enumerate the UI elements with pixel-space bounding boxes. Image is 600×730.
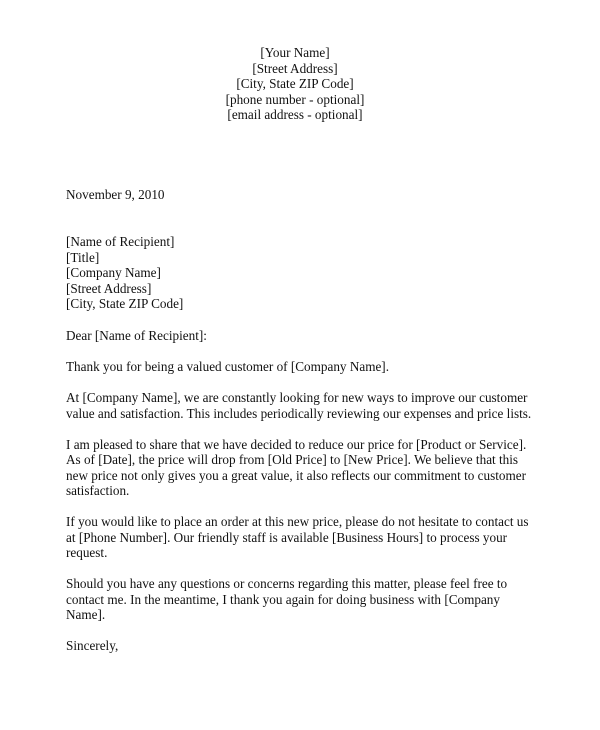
salutation: Dear [Name of Recipient]: bbox=[66, 328, 207, 343]
paragraph-order bbox=[66, 514, 536, 561]
paragraph-line: request. bbox=[66, 545, 108, 560]
paragraph-questions bbox=[66, 576, 536, 623]
sender-email: [email address - optional] bbox=[227, 107, 363, 122]
closing: Sincerely, bbox=[66, 638, 119, 653]
paragraph-price-reduction bbox=[66, 437, 536, 499]
paragraph-line: value and satisfaction. This includes periodically reviewing our expenses and price lists. bbox=[66, 405, 532, 421]
paragraph-line: new price not only gives you a great value, it also reflects our commitment to customer bbox=[66, 467, 526, 483]
paragraph-line: Should you have any questions or concerns regarding this matter, please feel free to bbox=[66, 576, 508, 591]
sender-city: [City, State ZIP Code] bbox=[236, 76, 354, 91]
letter-date: November 9, 2010 bbox=[66, 187, 165, 202]
paragraph-line: If you would like to place an order at this new price, please do not hesitate to contact us bbox=[66, 514, 529, 529]
recipient-name: [Name of Recipient] bbox=[66, 234, 175, 249]
paragraph-line: As of [Date], the price will drop from [Old Price] to [New Price]. We believe that this bbox=[66, 452, 519, 467]
sender-street: [Street Address] bbox=[252, 60, 338, 76]
paragraph-line: at [Phone Number]. Our friendly staff is available [Business Hours] to process your bbox=[66, 529, 508, 545]
paragraph-line: Name]. bbox=[66, 607, 106, 622]
paragraph-line: I am pleased to share that we have decided to reduce our price for [Product or Service]. bbox=[66, 436, 527, 452]
sender-phone: [phone number - optional] bbox=[225, 91, 365, 107]
paragraph-line: Thank you for being a valued customer of [Company Name]. bbox=[66, 359, 389, 374]
recipient-street: [Street Address] bbox=[66, 280, 152, 296]
letter-body bbox=[66, 328, 536, 669]
sender-address-block bbox=[0, 45, 590, 123]
recipient-address-block bbox=[66, 234, 183, 312]
recipient-company: [Company Name] bbox=[66, 265, 161, 280]
paragraph-improvement bbox=[66, 390, 536, 421]
sender-name: [Your Name] bbox=[260, 45, 330, 60]
paragraph-line: contact me. In the meantime, I thank you again for doing business with [Company bbox=[66, 591, 500, 607]
paragraph-line: satisfaction. bbox=[66, 483, 130, 498]
paragraph-thanks bbox=[66, 359, 536, 375]
paragraph-line: At [Company Name], we are constantly looking for new ways to improve our customer bbox=[66, 390, 528, 405]
recipient-title: [Title] bbox=[66, 249, 100, 265]
recipient-city: [City, State ZIP Code] bbox=[66, 296, 184, 311]
